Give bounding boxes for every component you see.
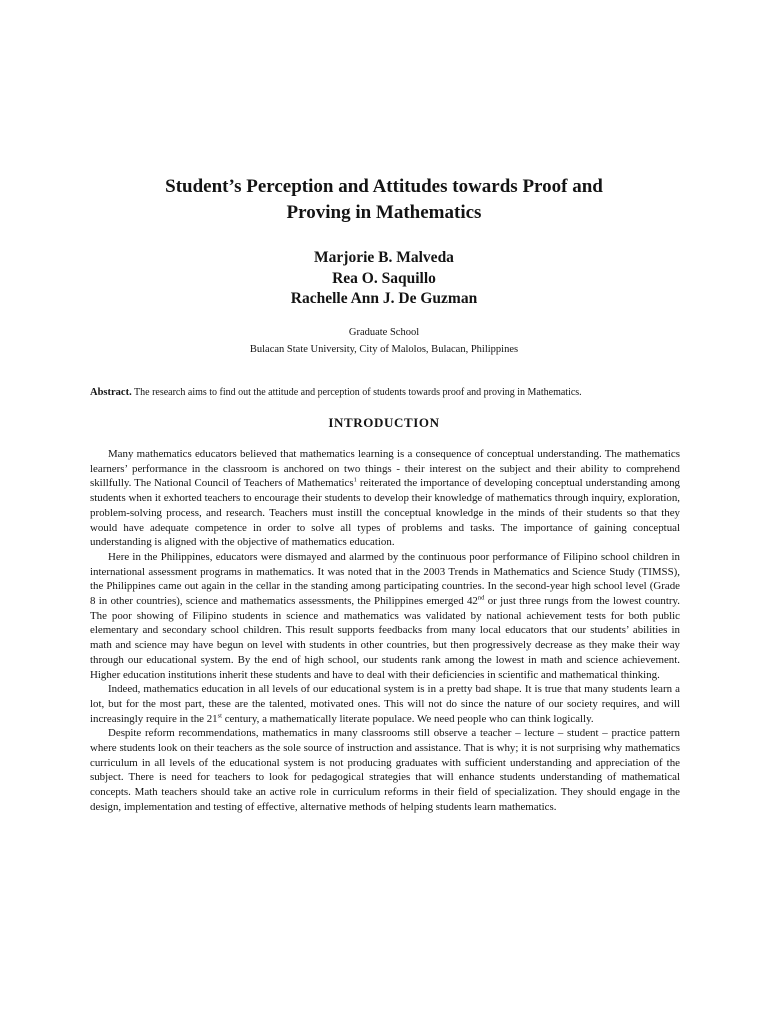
paragraph-text: Many mathematics educators believed that mathematics learning is a consequence of conceptual understanding. The mathematics learners’ performance in the classroom is anchored on two things - their interest on the subject and their ability to comprehend skillfully. The National Council of Teachers of Mathematics (90, 448, 680, 490)
body-paragraph (90, 550, 680, 682)
body-paragraph (90, 726, 680, 814)
abstract-text: The research aims to find out the attitude and perception of students towards proof and proving in Mathematics. (131, 387, 582, 398)
body-paragraph (90, 447, 680, 550)
section-heading-introduction: INTRODUCTION (328, 415, 440, 430)
paragraph-text: Indeed, mathematics education in all levels of our educational system is in a pretty bad shape. It is true that many students learn a lot, but for the most part, these are the talented, motivated ones. This will not do since the nature of our society requires, and will increasingly require in the 21 (90, 683, 680, 725)
author-name: Rachelle Ann J. De Guzman (290, 290, 478, 307)
ordinal-suffix: st (217, 712, 222, 720)
affiliation-school: Graduate School (348, 327, 420, 338)
introduction-body (90, 447, 680, 815)
affiliation-university: Bulacan State University, City of Malolos, Bulacan, Philippines (249, 344, 519, 355)
body-paragraph (90, 682, 680, 726)
author-name: Marjorie B. Malveda (314, 249, 454, 266)
paper-title-line-1: Student’s Perception and Attitudes towards Proof and (165, 176, 603, 197)
paper-title (60, 174, 708, 226)
abstract-label: Abstract. (90, 387, 132, 398)
paragraph-text: or just three rungs from the lowest country. The poor showing of Filipino students in science and mathematics was validated by national achievement tests for both public elementary and secondary school children. This result supports feedbacks from many local educators that our students’ abilities in math and science may have begun on level with students in other countries, but then progressively decrease as they make their way through our educational system. By the end of high school, our students rank among the lowest in math and science achievement. Higher education institutions inherit these students and have to deal with their deficiencies in scientific and mathematical thinking. (90, 595, 680, 681)
author-list (60, 248, 708, 310)
affiliation (60, 324, 708, 358)
paragraph-text: Despite reform recommendations, mathematics in many classrooms still observe a teacher – lecture – student – practice pattern where students look on their teachers as the sole source of instruction and assistance. That is why; it is not surprising why mathematics curriculum in all levels of the educational system is not producing graduates with sufficient understanding and appreciation of the subject. There is need for teachers to look for pedagogical strategies that will enhance students understanding of mathematical concepts. Math teachers should take an active role in curriculum reforms in their field of specialization. They should engage in the design, implementation and testing of effective, alternative methods of helping students learn mathematics. (90, 727, 680, 813)
paragraph-text: Here in the Philippines, educators were dismayed and alarmed by the continuous poor performance of Filipino school children in international assessment programs in mathematics. It was noted that in the 2003 Trends in Mathematics and Science Study (TIMSS), the Philippines came out again in the cellar in the standing among participating countries. In the second-year high school level (Grade 8 in other countries), science and mathematics assessments, the Philippines emerged 42 (90, 550, 680, 608)
ordinal-suffix: nd (477, 594, 485, 602)
paper-title-line-2: Proving in Mathematics (286, 202, 482, 223)
paragraph-text: century, a mathematically literate populace. We need people who can think logically. (221, 712, 594, 725)
author-name: Rea O. Saquillo (332, 269, 436, 287)
paragraph-text: reiterated the importance of developing conceptual understanding among students when it exhorted teachers to encourage their students to develop their knowledge of mathematics through inquiry, exploration, problem-solving process, and research. Teachers must instill the conceptual knowledge in the minds of their students so that they would have adequate competence in order to solve all types of problems and tasks. The importance of gaining conceptual understanding is aligned with the objective of mathematics education. (90, 477, 680, 549)
abstract (90, 386, 710, 400)
footnote-marker: 1 (353, 476, 357, 484)
